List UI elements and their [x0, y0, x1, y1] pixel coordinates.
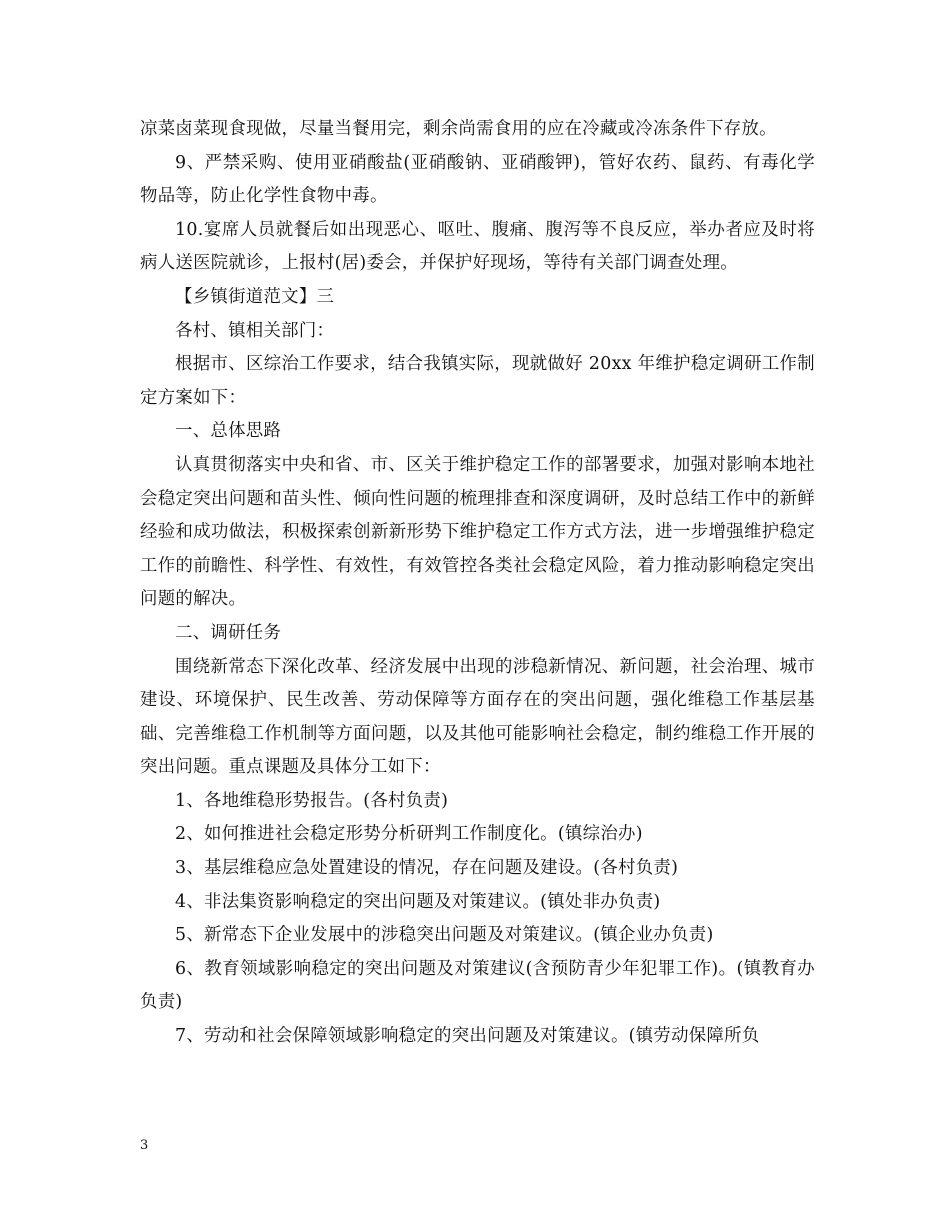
- paragraph-2: 9、严禁采购、使用亚硝酸盐(亚硝酸钠、亚硝酸钾)，管好农药、鼠药、有毒化学物品等，防止化学性食物中毒。: [140, 152, 815, 207]
- section-heading-sample-3: 【乡镇街道范文】三: [175, 286, 335, 307]
- task-item-4: 4、非法集资影响稳定的突出问题及对策建议。(镇处非办负责): [175, 891, 661, 912]
- paragraph-research-tasks: 围绕新常态下深化改革、经济发展中出现的涉稳新情况、新问题，社会治理、城市建设、环境保护、民生改善、劳动保障等方面存在的突出问题，强化维稳工作基层基础、完善维稳工作机制等方面问题，以及其他可能影响社会稳定，制约维稳工作开展的突出问题。重点课题及具体分工如下：: [140, 656, 815, 778]
- paragraph-overall-approach: 认真贯彻落实中央和省、市、区关于维护稳定工作的部署要求，加强对影响本地社会稳定突出问题和苗头性、倾向性问题的梳理排查和深度调研，及时总结工作中的新鲜经验和成功做法，积极探索创新新形势下维护稳定工作方式方法，进一步增强维护稳定工作的前瞻性、科学性、有效性，有效管控各类社会稳定风险，着力推动影响稳定突出问题的解决。: [140, 454, 815, 610]
- task-item-7: 7、劳动和社会保障领域影响稳定的突出问题及对策建议。(镇劳动保障所负: [175, 1026, 760, 1047]
- page-number: 3: [140, 1138, 149, 1153]
- document-body: [140, 113, 815, 1054]
- paragraph-1: 凉菜卤菜现食现做，尽量当餐用完，剩余尚需食用的应在冷藏或冷冻条件下存放。: [140, 119, 777, 139]
- paragraph-intro: 根据市、区综治工作要求，结合我镇实际，现就做好 20xx 年维护稳定调研工作制定方案如下：: [140, 354, 815, 408]
- task-item-2: 2、如何推进社会稳定形势分析研判工作制度化。(镇综治办): [175, 824, 643, 845]
- task-item-3: 3、基层维稳应急处置建设的情况，存在问题及建设。(各村负责): [175, 858, 679, 879]
- heading-overall-approach: 一、总体思路: [175, 421, 282, 442]
- heading-research-tasks: 二、调研任务: [175, 622, 282, 643]
- task-item-6: 6、教育领域影响稳定的突出问题及对策建议(含预防青少年犯罪工作)。(镇教育办负责): [140, 958, 815, 1013]
- paragraph-3: 10.宴席人员就餐后如出现恶心、呕吐、腹痛、腹泻等不良反应，举办者应及时将病人送医院就诊，上报村(居)委会，并保护好现场，等待有关部门调查处理。: [140, 219, 815, 274]
- task-item-5: 5、新常态下企业发展中的涉稳突出问题及对策建议。(镇企业办负责): [175, 925, 714, 946]
- salutation: 各村、镇相关部门：: [175, 320, 335, 341]
- task-item-1: 1、各地维稳形势报告。(各村负责): [175, 790, 449, 811]
